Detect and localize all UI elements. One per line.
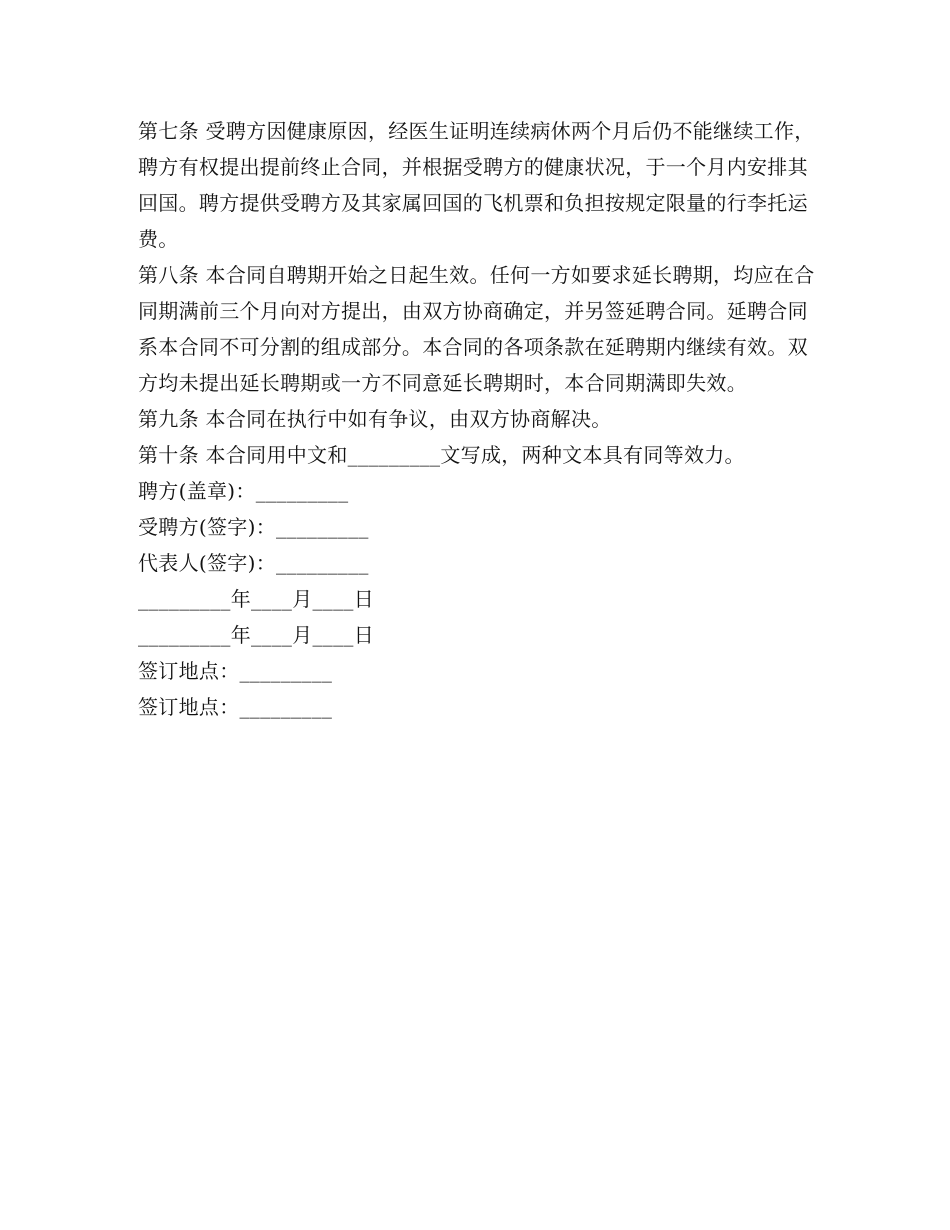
document-body [138,113,828,725]
article-7: 第七条 受聘方因健康原因，经医生证明连续病休两个月后仍不能继续工作，聘方有权提出提前终止合同，并根据受聘方的健康状况，于一个月内安排其回国。聘方提供受聘方及其家属回国的飞机票和负担按规定限量的行李托运费。 [138,119,815,251]
employee-signature-line: 受聘方(签字)：_________ [138,515,369,539]
signing-place-line-1: 签订地点：_________ [138,659,333,683]
date-line-2: _________年____月____日 [138,623,374,647]
representative-signature-line: 代表人(签字)：_________ [138,551,369,575]
article-10: 第十条 本合同用中文和_________文写成，两种文本具有同等效力。 [138,443,745,467]
date-line-1: _________年____月____日 [138,587,374,611]
signing-place-line-2: 签订地点：_________ [138,695,333,719]
article-9: 第九条 本合同在执行中如有争议，由双方协商解决。 [138,407,612,431]
article-8: 第八条 本合同自聘期开始之日起生效。任何一方如要求延长聘期，均应在合同期满前三个月向对方提出，由双方协商确定，并另签延聘合同。延聘合同系本合同不可分割的组成部分。本合同的各项条款在延聘期内继续有效。双方均未提出延长聘期或一方不同意延长聘期时，本合同期满即失效。 [138,263,815,395]
employer-seal-line: 聘方(盖章)：_________ [138,479,349,503]
